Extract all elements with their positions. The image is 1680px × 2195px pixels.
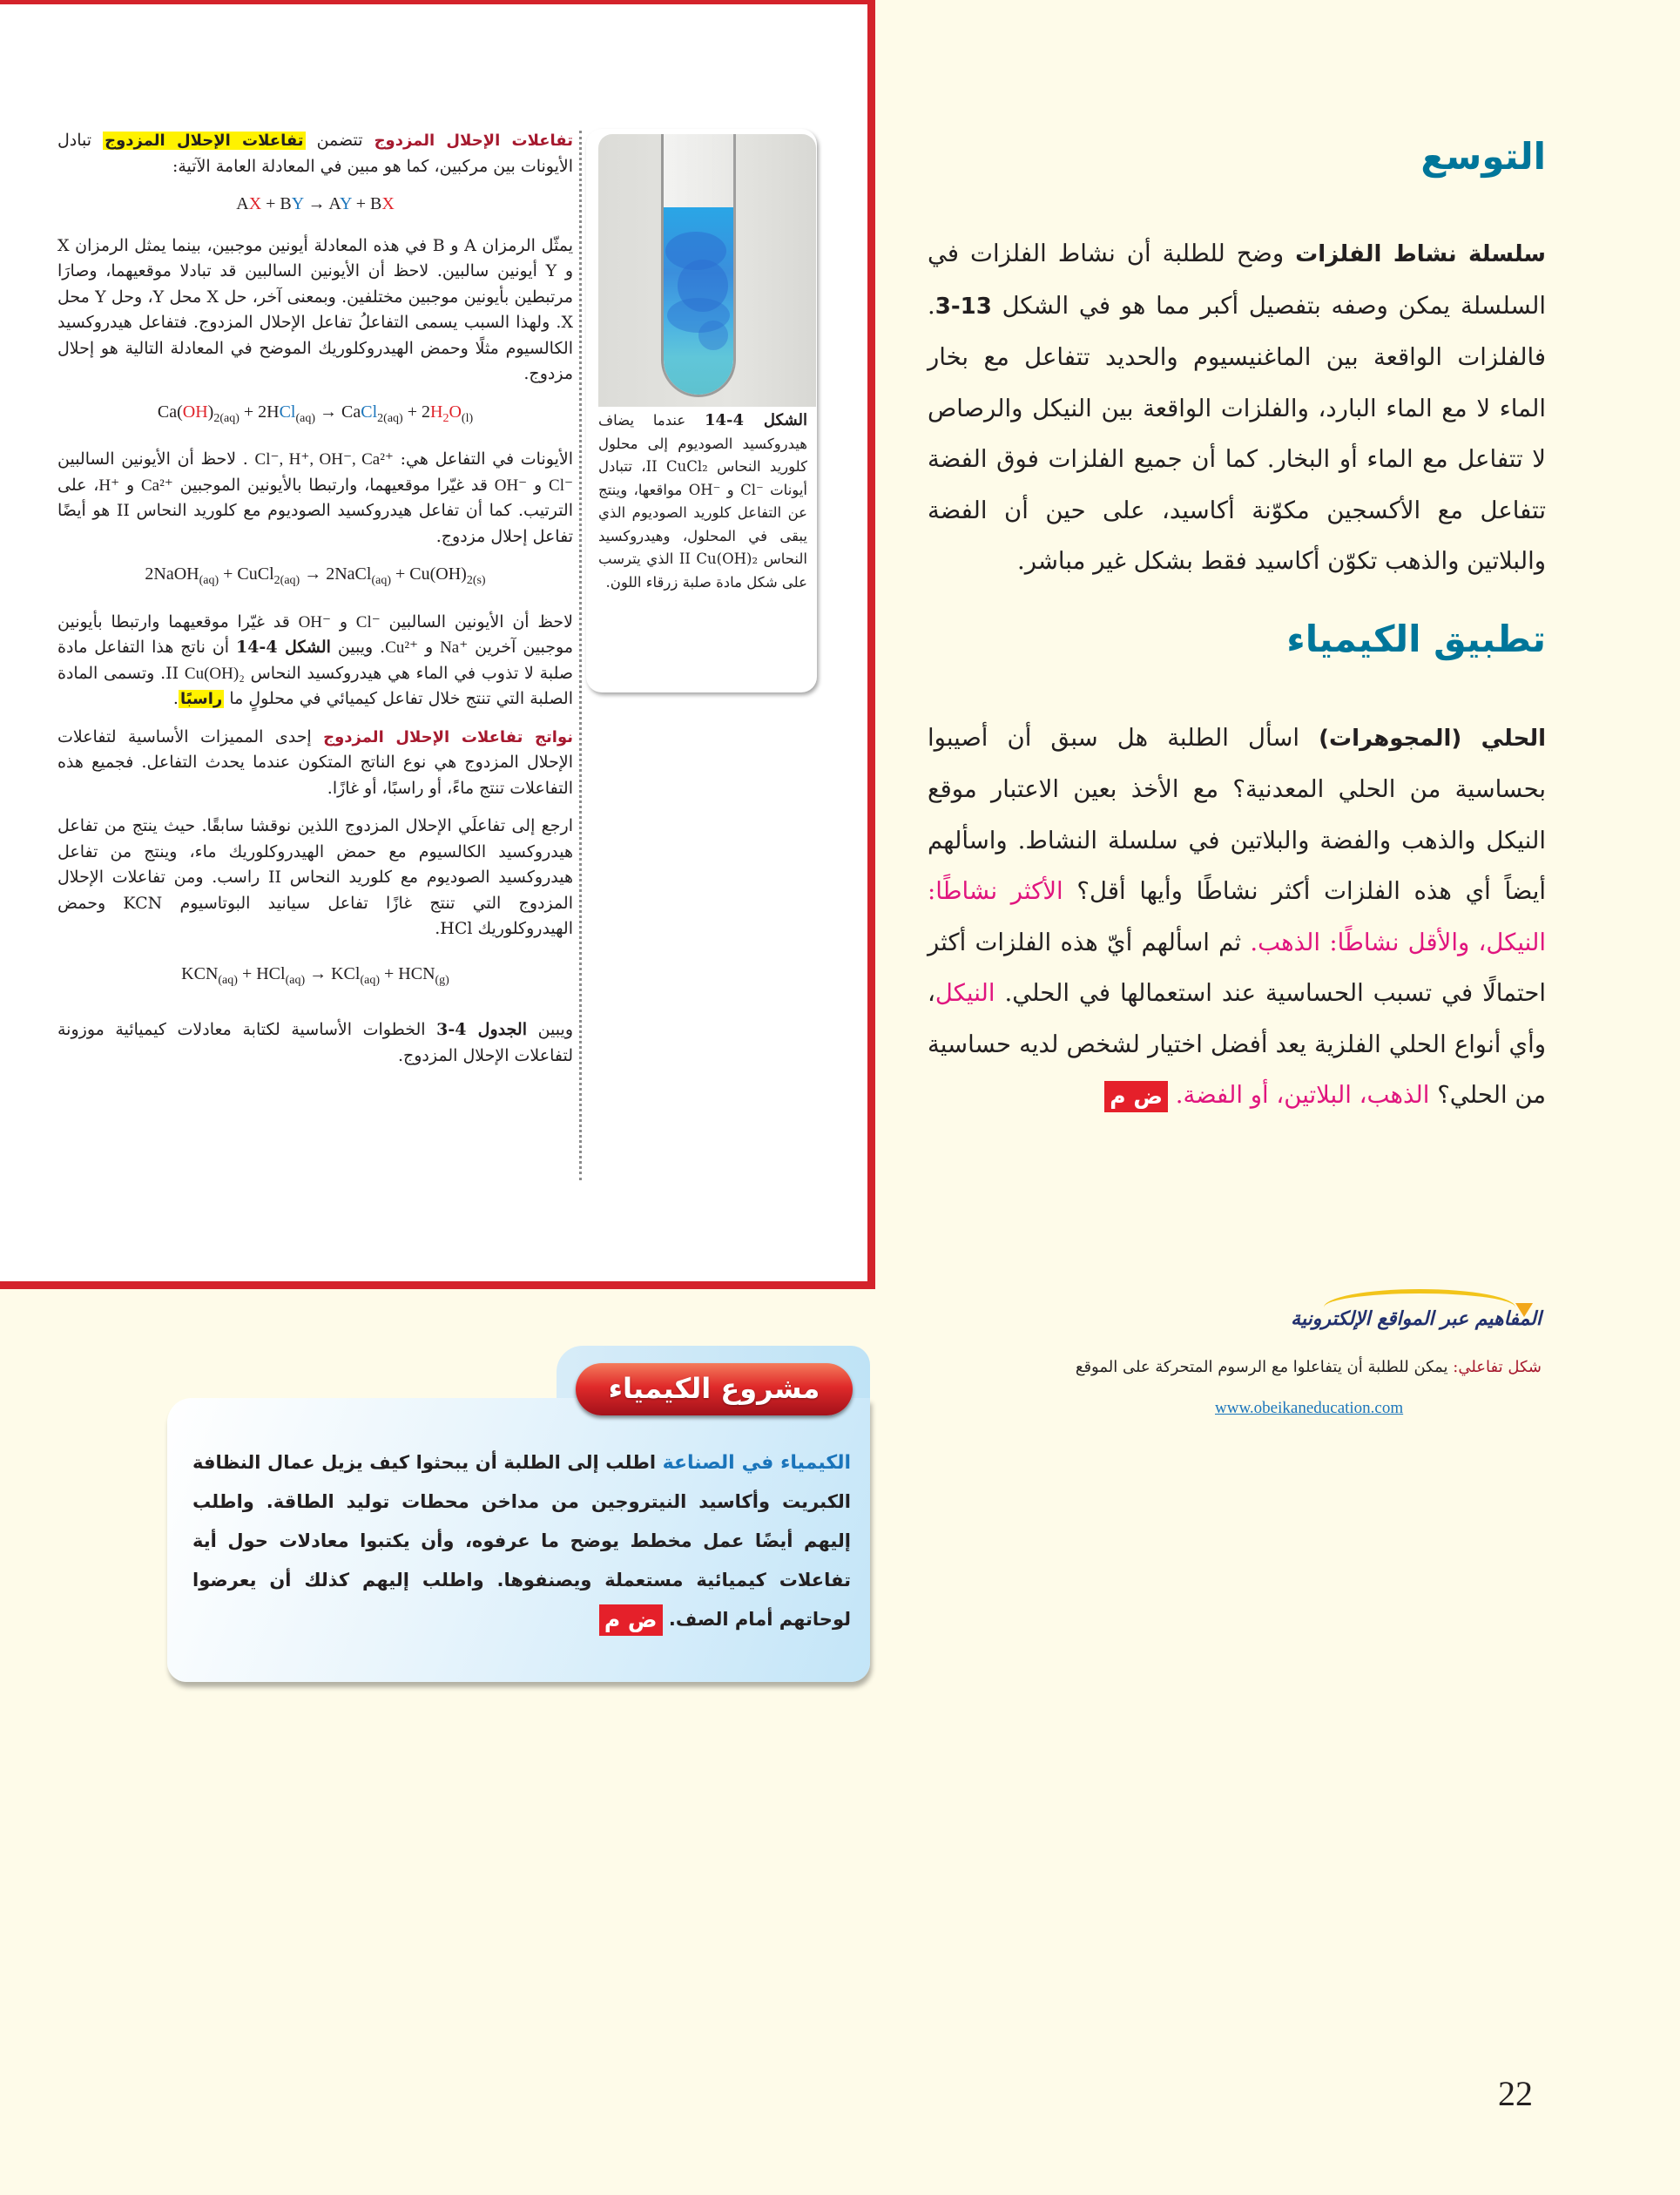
- figure-caption: الشكل 4-14 عندما يضاف هيدروكسيد الصوديوم إلى محلول كلوريد النحاس II ‎CuCl₂‎، تتبادل أيونات ‎Cl⁻‎ و ‎OH⁻‎ مواقعها، وينتج عن التفاعل كلوريد الصوديوم الذي يبقى في المحلول، وهيدروكسيد النحاس II ‎Cu(OH)₂‎ الذي يترسب على شكل مادة صلبة زرقاء اللون.: [598, 411, 808, 591]
- column-divider: [579, 131, 582, 1180]
- application-heading: تطبيق الكيمياء: [1286, 617, 1546, 660]
- project-title: مشروع الكيمياء: [576, 1363, 853, 1415]
- application-paragraph: الحلي (المجوهرات) اسأل الطلبة هل سبق أن أصيبوا بحساسية من الحلي المعدنية؟ مع الأخذ بعين الاعتبار موقع النيكل والذهب والفضة والبلاتين في سلسلة النشاط. واسألهم أيضاً أي هذه الفلزات أكثر نشاطًا وأيها أقل؟ الأكثر نشاطًا: النيكل، والأقل نشاطًا: الذهب. ثم اسألهم أيّ هذه الفلزات أكثر احتمالًا في تسبب الحساسية عند استعمالها في الحلي. النيكل، وأي أنواع الحلي الفلزية يعد أفضل اختيار لشخص لديه حساسية من الحلي؟ الذهب، البلاتين، أو الفضة. ض م: [928, 713, 1546, 1121]
- inset-para-1: تفاعلات الإحلال المزدوج تتضمن تفاعلات الإحلال المزدوج تبادل الأيونات بين مركبين، كما هو مبين في المعادلة العامة الآتية:: [57, 131, 574, 176]
- website-link[interactable]: www.obeikaneducation.com: [1215, 1399, 1404, 1417]
- figure-reference: الشكل 4-14: [235, 638, 331, 657]
- inset-para-3: الأيونات في التفاعل هي: Cl⁻, H⁺, OH⁻, Ca²⁺ . لاحظ أن الأيونين السالبين Cl⁻ و OH⁻ قد غيّرا موقعيهما، وارتبطا بالأيونين الموجبين Ca²⁺ و H⁺، على الترتيب. كما أن تفاعل هيدروكسيد الصوديوم مع كلوريد النحاس II هو أيضًا تفاعل إحلال مزدوج.: [57, 449, 573, 546]
- table-reference: الجدول 4-3: [436, 1020, 527, 1039]
- answer-text: الذهب، البلاتين، أو الفضة.: [1175, 1081, 1430, 1109]
- online-concepts: [1071, 1289, 1542, 1418]
- highlighted-term: راسبًا: [179, 690, 223, 708]
- inset-para-4: لاحظ أن الأيونين السالبين Cl⁻ و OH⁻ قد غيّرا موقعيهما وارتبطا بأيونين موجبين آخرين Na⁺ و Cu²⁺. ويبين الشكل 4-14 أن ناتج هذا التفاعل مادة صلبة لا تذوب في الماء هي هيدروكسيد النحاس II Cu(OH)₂. وتسمى المادة الصلبة التي تنتج خلال تفاعل كيميائي في محلولٍ ما راسبًا.: [57, 611, 574, 708]
- test-tube-icon: [661, 134, 736, 397]
- inset-lead-heading: تفاعلات الإحلال المزدوج: [374, 132, 574, 150]
- skill-badge: ض م: [1104, 1081, 1168, 1112]
- inset-body: [57, 128, 573, 1081]
- inset-para-5: نواتج تفاعلات الإحلال المزدوج إحدى المميزات الأساسية لتفاعلات الإحلال المزدوج هي نوع الناتج المتكون عندما يحدث التفاعل. فجميع هذه التفاعلات تنتج ماءً، أو راسبًا، أو غازًا.: [57, 726, 573, 798]
- inset-para-2: يمثّل الرمزان A و B في هذه المعادلة أيونين موجبين، بينما يمثل الرمزان X و Y أيونين سالبين. لاحظ أن الأيونين السالبين قد تبادلا موقعيهما، وصارَا مرتبطين بأيونين موجبين مختلفين. وبمعنى آخر، حل X محل Y، وحل Y محل X. ولهذا السبب يسمى التفاعلُ تفاعل الإحلال المزدوج. فتفاعل هيدروكسيد الكالسيوم مثلًا وحمض الهيدروكلوريك الموضح في المعادلة التالية هو إحلال مزدوج.: [57, 235, 573, 383]
- online-concepts-logo: المفاهيم عبر المواقع الإلكترونية: [1071, 1289, 1542, 1350]
- test-tube-photo: [598, 134, 816, 407]
- inset-para-7: ويبين الجدول 4-3 الخطوات الأساسية لكتابة معادلات كيميائية موزونة لتفاعلات الإحلال المزدوج.: [57, 1020, 573, 1065]
- chemistry-project-box: [167, 1346, 870, 1682]
- student-page-inset: [0, 0, 875, 1289]
- figure-4-14: [586, 129, 817, 692]
- extension-heading: التوسع: [1420, 135, 1546, 178]
- answer-text: الأكثر نشاطًا: النيكل، والأقل نشاطًا: الذهب.: [928, 877, 1546, 956]
- blue-solution: [664, 207, 733, 395]
- calcium-hydroxide-equation: $Ca(OH)_{2(aq)} + 2HCl_{(aq)}$ → CaCl$_{2(aq)}$ + $2H_2O_{(l)}$: [157, 402, 474, 425]
- teacher-notes-column: [928, 131, 1546, 1121]
- kcn-equation: $KCN_{(aq)} + HCl_{(aq)} \to KCl_{(aq)} + HCN_{(g)}$: [181, 963, 449, 987]
- answer-text: النيكل: [934, 979, 995, 1007]
- inset-para-6: ارجع إلى تفاعلَي الإحلال المزدوج اللذين نوقشا سابقًا. حيث ينتج من تفاعل هيدروكسيد الكالسيوم مع حمض الهيدروكلوريك ماء، وينتج من تفاعل هيدروكسيد الصوديوم مع كلوريد النحاس II راسب. ومن تفاعلات الإحلال المزدوج التي تنتج غازًا تفاعل سيانيد البوتاسيوم KCN وحمض الهيدروكلوريك HCl.: [57, 816, 574, 938]
- inset-lead-heading: نواتج تفاعلات الإحلال المزدوج: [323, 727, 573, 746]
- general-equation: AX + BY → AY + BX: [236, 194, 395, 213]
- online-description: شكل تفاعلي: يمكن للطلبة أن يتفاعلوا مع الرسوم المتحركة على الموقع: [1075, 1358, 1542, 1376]
- figure-number: الشكل 4-14: [704, 411, 807, 429]
- extension-paragraph: سلسلة نشاط الفلزات وضح للطلبة أن نشاط الفلزات في السلسلة يمكن وصفه بتفصيل أكبر مما هو في الشكل 3-13. فالفلزات الواقعة بين الماغنيسيوم والحديد تتفاعل مع بخار الماء لا مع الماء البارد، والفلزات الواقعة بين النيكل والرصاص لا تتفاعل مع الماء أو البخار. كما أن جميع الفلزات فوق الفضة تتفاعل مع الأكسجين مكوّنة أكاسيد، على حين أن الفضة والبلاتين والذهب تكوّن أكاسيد فقط بشكل غير مباشر.: [928, 240, 1546, 575]
- page-number: 22: [1498, 2074, 1533, 2113]
- copper-chloride-equation: 2NaOH$_{(aq)}$ + CuCl$_{2(aq)}$ → 2NaCl$_{(aq)}$ + $Cu(OH)_{2(s)}$: [145, 564, 486, 587]
- highlighted-term: تفاعلات الإحلال المزدوج: [105, 132, 304, 150]
- skill-badge: ض م: [599, 1604, 663, 1636]
- project-text: الكيمياء في الصناعة اطلب إلى الطلبة أن يبحثوا كيف يزيل عمال النظافة الكبريت وأكاسيد النيتروجين من مداخن محطات توليد الطاقة. واطلب إليهم أيضًا عمل مخطط يوضح ما عرفوه، وأن يكتبوا معادلات حول أية تفاعلات كيميائية مستعملة ويصنفوها. واطلب إليهم كذلك أن يعرضوا لوحاتهم أمام الصف. ض م: [192, 1443, 851, 1639]
